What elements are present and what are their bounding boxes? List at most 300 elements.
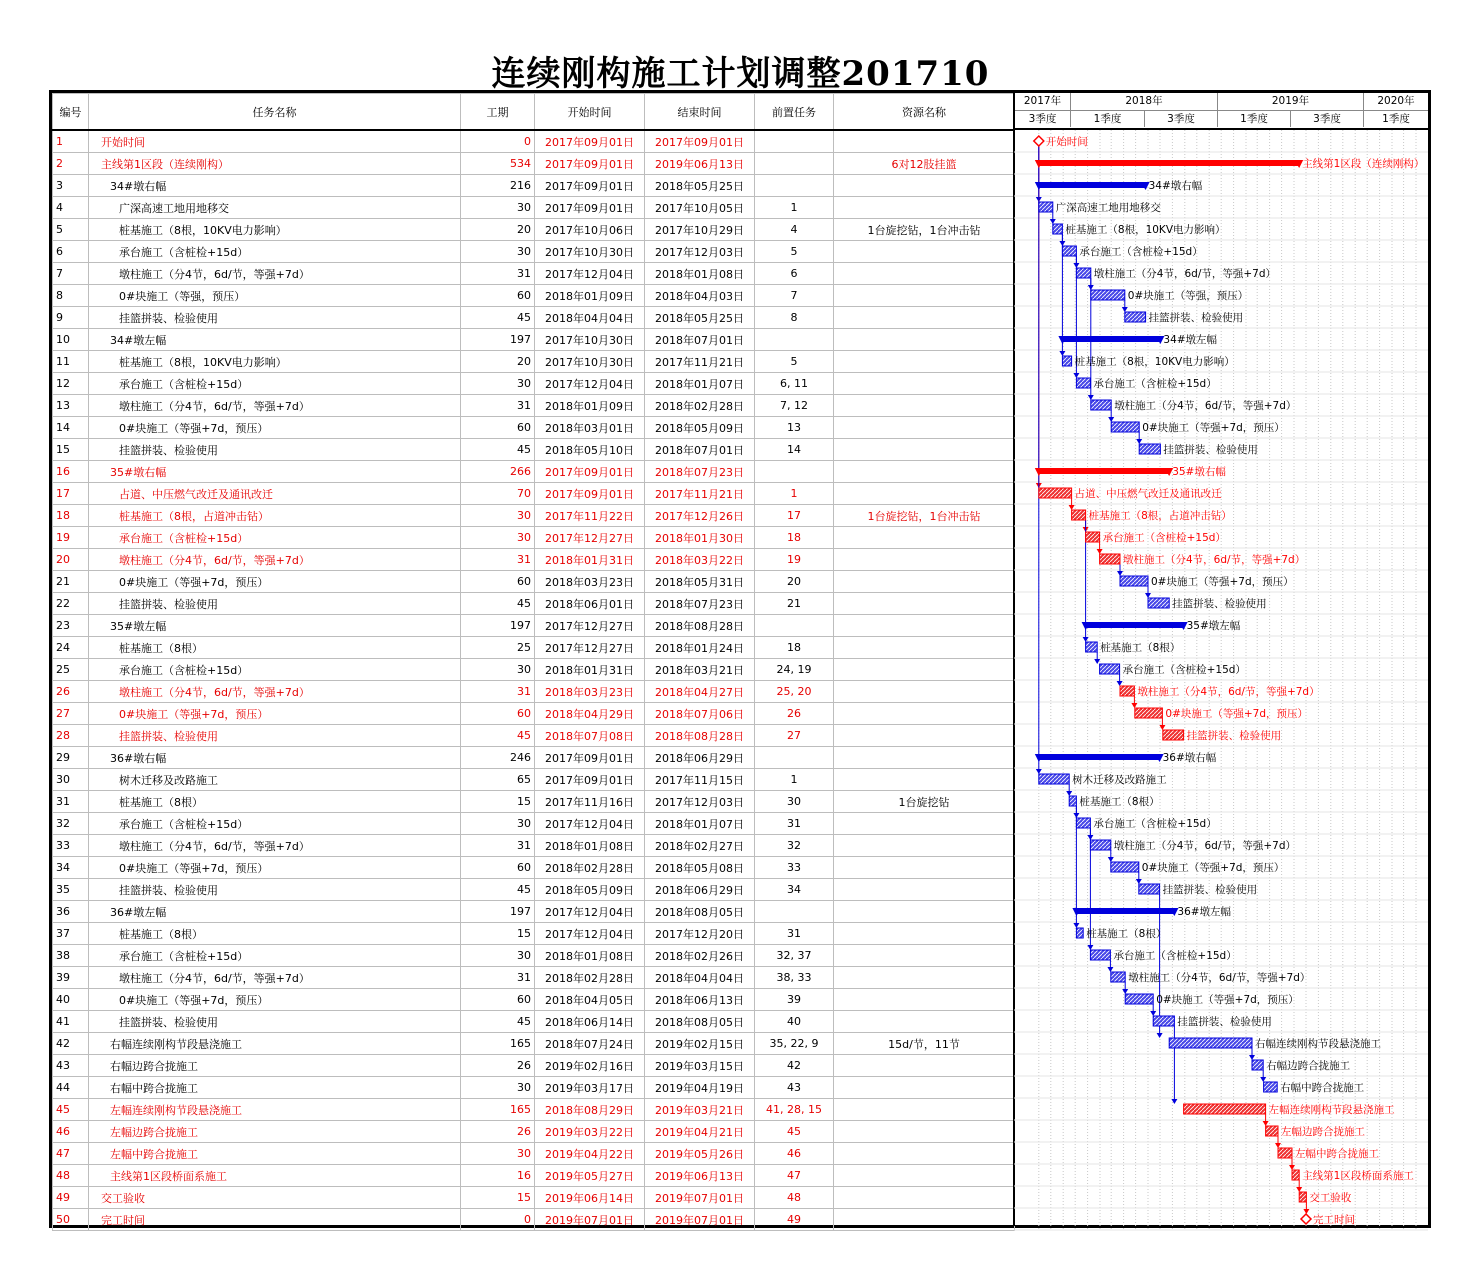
column-header-duration[interactable]: 工期 — [461, 94, 535, 131]
cell-task-name: 挂篮拼装、检验使用 — [89, 307, 461, 329]
cell-task-name: 完工时间 — [89, 1209, 461, 1231]
cell-id: 7 — [53, 263, 89, 285]
cell-task-name: 挂篮拼装、检验使用 — [89, 725, 461, 747]
cell-task-name: 主线第1区段（连续刚构） — [89, 153, 461, 175]
cell-end: 2018年03月21日 — [645, 659, 755, 681]
table-row[interactable] — [53, 329, 1015, 351]
cell-duration: 30 — [461, 659, 535, 681]
table-row[interactable] — [53, 417, 1015, 439]
cell-end: 2018年01月30日 — [645, 527, 755, 549]
column-header-id[interactable]: 编号 — [53, 94, 89, 131]
cell-duration: 60 — [461, 285, 535, 307]
table-row[interactable] — [53, 681, 1015, 703]
dependency-arrow — [1094, 659, 1100, 664]
table-row[interactable] — [53, 747, 1015, 769]
cell-resource — [834, 725, 1015, 747]
cell-task-name: 墩柱施工（分4节，6d/节，等强+7d） — [89, 395, 461, 417]
cell-duration: 197 — [461, 329, 535, 351]
cell-start: 2017年09月01日 — [535, 197, 645, 219]
table-row[interactable] — [53, 263, 1015, 285]
cell-task-name: 左幅中跨合拢施工 — [89, 1143, 461, 1165]
task-bar-label: 墩柱施工（分4节，6d/节，等强+7d） — [1093, 268, 1277, 280]
cell-predecessor: 1 — [755, 769, 834, 791]
dependency-arrow — [1108, 857, 1114, 862]
dependency-arrow — [1157, 1033, 1163, 1038]
timeline-quarter: 3季度 — [1144, 110, 1217, 127]
task-bar — [1086, 532, 1100, 542]
cell-end: 2019年04月21日 — [645, 1121, 755, 1143]
task-bar — [1076, 378, 1090, 388]
cell-resource — [834, 945, 1015, 967]
table-row[interactable] — [53, 791, 1015, 813]
cell-resource — [834, 329, 1015, 351]
cell-predecessor: 5 — [755, 351, 834, 373]
task-bar — [1100, 554, 1120, 564]
table-row[interactable] — [53, 1011, 1015, 1033]
cell-resource — [834, 1187, 1015, 1209]
dependency-arrow — [1073, 373, 1079, 378]
cell-resource — [834, 593, 1015, 615]
table-row[interactable] — [53, 549, 1015, 571]
table-row[interactable] — [53, 1055, 1015, 1077]
table-row[interactable] — [53, 769, 1015, 791]
table-row[interactable] — [53, 659, 1015, 681]
dependency-arrow — [1263, 1121, 1269, 1126]
task-bar-label: 0#块施工（等强+7d，预压） — [1165, 708, 1309, 720]
dependency-arrow — [1117, 571, 1123, 576]
task-bar-label: 树木迁移及改路施工 — [1072, 774, 1167, 786]
cell-id: 47 — [53, 1143, 89, 1165]
cell-id: 12 — [53, 373, 89, 395]
task-bar-label: 主线第1区段（连续刚构） — [1302, 158, 1425, 170]
table-row[interactable] — [53, 879, 1015, 901]
cell-resource — [834, 703, 1015, 725]
cell-start: 2019年03月17日 — [535, 1077, 645, 1099]
cell-resource: 15d/节，11节 — [834, 1033, 1015, 1055]
table-row[interactable] — [53, 241, 1015, 263]
dependency-arrow — [1260, 1077, 1266, 1082]
summary-bar — [1086, 622, 1184, 628]
cell-id: 41 — [53, 1011, 89, 1033]
cell-task-name: 挂篮拼装、检验使用 — [89, 1011, 461, 1033]
cell-task-name: 占道、中压燃气改迁及通讯改迁 — [89, 483, 461, 505]
cell-duration: 26 — [461, 1121, 535, 1143]
cell-predecessor — [755, 615, 834, 637]
cell-resource — [834, 681, 1015, 703]
cell-duration: 65 — [461, 769, 535, 791]
cell-start: 2017年09月01日 — [535, 747, 645, 769]
cell-predecessor: 5 — [755, 241, 834, 263]
cell-start: 2017年10月30日 — [535, 329, 645, 351]
task-bar — [1125, 312, 1146, 322]
table-row[interactable] — [53, 439, 1015, 461]
cell-end: 2018年05月25日 — [645, 175, 755, 197]
timeline-quarter: 3季度 — [1014, 110, 1070, 127]
cell-predecessor: 39 — [755, 989, 834, 1011]
cell-id: 30 — [53, 769, 89, 791]
cell-end: 2018年01月07日 — [645, 813, 755, 835]
cell-id: 33 — [53, 835, 89, 857]
cell-start: 2018年02月28日 — [535, 967, 645, 989]
cell-end: 2018年02月27日 — [645, 835, 755, 857]
cell-duration: 60 — [461, 857, 535, 879]
cell-start: 2019年02月16日 — [535, 1055, 645, 1077]
timeline-quarter: 1季度 — [1070, 110, 1144, 127]
column-header-name[interactable]: 任务名称 — [89, 94, 461, 131]
cell-id: 35 — [53, 879, 89, 901]
cell-duration: 30 — [461, 945, 535, 967]
table-row[interactable] — [53, 703, 1015, 725]
timeline-year-2017: 2017年 — [1014, 93, 1070, 110]
cell-predecessor: 35, 22, 9 — [755, 1033, 834, 1055]
cell-task-name: 墩柱施工（分4节，6d/节，等强+7d） — [89, 263, 461, 285]
task-bar — [1076, 928, 1083, 938]
table-row[interactable] — [53, 373, 1015, 395]
timeline-year-2020: 2020年 — [1363, 93, 1428, 110]
cell-predecessor: 42 — [755, 1055, 834, 1077]
cell-duration: 45 — [461, 307, 535, 329]
task-bar-label: 主线第1区段桥面系施工 — [1302, 1170, 1414, 1182]
task-bar-label: 承台施工（含桩检+15d） — [1113, 950, 1237, 962]
cell-end: 2019年02月15日 — [645, 1033, 755, 1055]
cell-end: 2017年11月21日 — [645, 351, 755, 373]
column-header-resource[interactable]: 资源名称 — [834, 94, 1015, 131]
task-bar-label: 挂篮拼装、检验使用 — [1148, 312, 1244, 324]
cell-start: 2017年12月04日 — [535, 923, 645, 945]
task-bar-label: 34#墩右幅 — [1148, 180, 1203, 192]
cell-predecessor: 18 — [755, 637, 834, 659]
cell-resource — [834, 989, 1015, 1011]
table-row[interactable] — [53, 593, 1015, 615]
dependency-arrow — [1296, 1187, 1302, 1192]
cell-predecessor — [755, 153, 834, 175]
column-header-predecessor[interactable]: 前置任务 — [755, 94, 834, 131]
table-row[interactable] — [53, 571, 1015, 593]
milestone-marker — [1301, 1214, 1311, 1224]
task-bar-label: 35#墩左幅 — [1186, 620, 1241, 632]
task-bar — [1153, 1016, 1174, 1026]
cell-resource — [834, 241, 1015, 263]
cell-start: 2019年07月01日 — [535, 1209, 645, 1231]
cell-id: 25 — [53, 659, 89, 681]
table-row[interactable] — [53, 307, 1015, 329]
cell-resource — [834, 571, 1015, 593]
cell-duration: 31 — [461, 967, 535, 989]
table-row[interactable] — [53, 857, 1015, 879]
cell-end: 2018年05月31日 — [645, 571, 755, 593]
summary-bar — [1076, 908, 1174, 914]
cell-predecessor — [755, 901, 834, 923]
cell-duration: 45 — [461, 879, 535, 901]
table-row[interactable] — [53, 1143, 1015, 1165]
cell-task-name: 墩柱施工（分4节，6d/节，等强+7d） — [89, 549, 461, 571]
cell-end: 2018年04月04日 — [645, 967, 755, 989]
table-row[interactable] — [53, 835, 1015, 857]
gantt-chart — [1014, 130, 1428, 1230]
cell-predecessor: 41, 28, 15 — [755, 1099, 834, 1121]
cell-start: 2017年12月04日 — [535, 373, 645, 395]
cell-start: 2018年01月09日 — [535, 285, 645, 307]
task-bar-label: 桩基施工（8根） — [1086, 928, 1167, 940]
table-row[interactable] — [53, 219, 1015, 241]
cell-task-name: 桩基施工（8根，10KV电力影响） — [89, 219, 461, 241]
task-bar — [1090, 840, 1110, 850]
cell-predecessor: 18 — [755, 527, 834, 549]
task-bar — [1091, 290, 1125, 300]
table-row[interactable] — [53, 615, 1015, 637]
cell-predecessor: 40 — [755, 1011, 834, 1033]
cell-end: 2018年07月01日 — [645, 329, 755, 351]
cell-start: 2019年03月22日 — [535, 1121, 645, 1143]
cell-id: 5 — [53, 219, 89, 241]
cell-duration: 45 — [461, 593, 535, 615]
cell-predecessor: 31 — [755, 923, 834, 945]
cell-duration: 197 — [461, 615, 535, 637]
cell-task-name: 桩基施工（8根） — [89, 637, 461, 659]
dependency-arrow — [1145, 593, 1151, 598]
cell-resource — [834, 923, 1015, 945]
task-bar-label: 左幅连续刚构节段悬浇施工 — [1268, 1104, 1395, 1116]
table-row[interactable] — [53, 923, 1015, 945]
cell-duration: 45 — [461, 1011, 535, 1033]
cell-resource — [834, 637, 1015, 659]
table-row[interactable] — [53, 1033, 1015, 1055]
cell-predecessor: 24, 19 — [755, 659, 834, 681]
cell-start: 2018年04月04日 — [535, 307, 645, 329]
table-row[interactable] — [53, 1187, 1015, 1209]
cell-resource — [834, 1099, 1015, 1121]
dependency-arrow — [1275, 1143, 1281, 1148]
task-bar — [1072, 510, 1086, 520]
cell-duration: 30 — [461, 1077, 535, 1099]
cell-duration: 246 — [461, 747, 535, 769]
task-bar-label: 挂篮拼装、检验使用 — [1177, 1016, 1272, 1028]
cell-task-name: 挂篮拼装、检验使用 — [89, 879, 461, 901]
table-row[interactable] — [53, 483, 1015, 505]
cell-duration: 31 — [461, 681, 535, 703]
cell-predecessor: 43 — [755, 1077, 834, 1099]
table-row[interactable] — [53, 945, 1015, 967]
cell-task-name: 0#块施工（等强+7d，预压） — [89, 703, 461, 725]
cell-task-name: 桩基施工（8根，10KV电力影响） — [89, 351, 461, 373]
task-bar-label: 广深高速工地用地移交 — [1055, 202, 1161, 214]
cell-predecessor: 46 — [755, 1143, 834, 1165]
cell-predecessor: 6, 11 — [755, 373, 834, 395]
timeline-year-2019: 2019年 — [1217, 93, 1363, 110]
cell-end: 2019年07月01日 — [645, 1187, 755, 1209]
cell-resource: 1台旋挖钻，1台冲击钻 — [834, 219, 1015, 241]
task-bar-label: 墩柱施工（分4节，6d/节，等强+7d） — [1114, 400, 1297, 412]
cell-start: 2017年09月01日 — [535, 153, 645, 175]
cell-end: 2017年12月20日 — [645, 923, 755, 945]
cell-predecessor — [755, 175, 834, 197]
page-title: 连续刚构施工计划调整201710 — [491, 54, 990, 94]
task-bar — [1184, 1104, 1266, 1114]
table-row[interactable] — [53, 1077, 1015, 1099]
cell-predecessor: 32, 37 — [755, 945, 834, 967]
cell-start: 2018年04月05日 — [535, 989, 645, 1011]
cell-predecessor: 26 — [755, 703, 834, 725]
cell-resource: 1台旋挖钻 — [834, 791, 1015, 813]
cell-id: 8 — [53, 285, 89, 307]
table-row[interactable] — [53, 175, 1015, 197]
cell-predecessor — [755, 329, 834, 351]
cell-predecessor: 32 — [755, 835, 834, 857]
cell-start: 2017年10月30日 — [535, 351, 645, 373]
cell-end: 2018年05月25日 — [645, 307, 755, 329]
cell-id: 6 — [53, 241, 89, 263]
table-row[interactable] — [53, 130, 1015, 153]
task-bar — [1039, 774, 1069, 784]
cell-id: 4 — [53, 197, 89, 219]
task-bar — [1139, 444, 1160, 454]
cell-predecessor: 27 — [755, 725, 834, 747]
table-row[interactable] — [53, 813, 1015, 835]
table-row[interactable] — [53, 989, 1015, 1011]
cell-id: 28 — [53, 725, 89, 747]
cell-task-name: 广深高速工地用地移交 — [89, 197, 461, 219]
cell-id: 34 — [53, 857, 89, 879]
table-row[interactable] — [53, 1165, 1015, 1187]
cell-id: 21 — [53, 571, 89, 593]
cell-task-name: 右幅边跨合拢施工 — [89, 1055, 461, 1077]
cell-resource — [834, 857, 1015, 879]
cell-predecessor: 20 — [755, 571, 834, 593]
table-row[interactable] — [53, 1121, 1015, 1143]
cell-resource — [834, 395, 1015, 417]
task-bar-label: 右幅边跨合拢施工 — [1266, 1060, 1351, 1072]
cell-duration: 30 — [461, 241, 535, 263]
cell-duration: 45 — [461, 439, 535, 461]
task-bar — [1090, 950, 1110, 960]
task-bar — [1076, 818, 1090, 828]
cell-predecessor: 4 — [755, 219, 834, 241]
task-bar-label: 右幅连续刚构节段悬浇施工 — [1255, 1038, 1381, 1050]
cell-end: 2019年07月01日 — [645, 1209, 755, 1231]
table-row[interactable] — [53, 527, 1015, 549]
table-row[interactable] — [53, 1099, 1015, 1121]
dependency-arrow — [1069, 505, 1075, 510]
summary-bar — [1039, 182, 1146, 188]
cell-task-name: 承台施工（含桩检+15d） — [89, 241, 461, 263]
cell-id: 18 — [53, 505, 89, 527]
cell-resource — [834, 769, 1015, 791]
column-header-start[interactable]: 开始时间 — [535, 94, 645, 131]
task-bar — [1292, 1170, 1299, 1180]
table-row[interactable] — [53, 351, 1015, 373]
cell-start: 2018年04月29日 — [535, 703, 645, 725]
summary-bar — [1039, 754, 1160, 760]
table-row[interactable] — [53, 395, 1015, 417]
cell-start: 2018年01月08日 — [535, 945, 645, 967]
cell-id: 27 — [53, 703, 89, 725]
cell-duration: 60 — [461, 417, 535, 439]
timeline-quarter: 1季度 — [1363, 110, 1428, 127]
cell-predecessor — [755, 130, 834, 153]
task-bar-label: 桩基施工（8根，占道冲击钻） — [1088, 510, 1232, 522]
dependency-arrow — [1171, 1099, 1177, 1104]
table-row[interactable] — [53, 461, 1015, 483]
cell-start: 2018年05月09日 — [535, 879, 645, 901]
cell-task-name: 0#块施工（等强+7d，预压） — [89, 857, 461, 879]
task-bar-label: 左幅边跨合拢施工 — [1281, 1126, 1365, 1138]
dependency-arrow — [1131, 703, 1137, 708]
column-header-end[interactable]: 结束时间 — [645, 94, 755, 131]
cell-resource — [834, 351, 1015, 373]
cell-duration: 16 — [461, 1165, 535, 1187]
dependency-arrow — [1150, 1011, 1156, 1016]
cell-resource — [834, 659, 1015, 681]
table-row[interactable] — [53, 967, 1015, 989]
cell-id: 22 — [53, 593, 89, 615]
dependency-arrow — [1108, 417, 1114, 422]
cell-resource — [834, 549, 1015, 571]
cell-predecessor: 1 — [755, 483, 834, 505]
cell-end: 2019年06月13日 — [645, 153, 755, 175]
cell-duration: 20 — [461, 219, 535, 241]
cell-duration: 31 — [461, 835, 535, 857]
cell-resource — [834, 483, 1015, 505]
cell-predecessor: 7, 12 — [755, 395, 834, 417]
cell-id: 2 — [53, 153, 89, 175]
cell-resource — [834, 263, 1015, 285]
cell-id: 16 — [53, 461, 89, 483]
dependency-arrow — [1073, 923, 1079, 928]
cell-id: 42 — [53, 1033, 89, 1055]
table-row[interactable] — [53, 725, 1015, 747]
cell-start: 2018年05月10日 — [535, 439, 645, 461]
cell-start: 2017年12月27日 — [535, 527, 645, 549]
cell-id: 29 — [53, 747, 89, 769]
cell-task-name: 左幅连续刚构节段悬浇施工 — [89, 1099, 461, 1121]
cell-predecessor: 33 — [755, 857, 834, 879]
cell-task-name: 树木迁移及改路施工 — [89, 769, 461, 791]
table-row[interactable] — [53, 505, 1015, 527]
task-bar-label: 0#块施工（等强，预压） — [1127, 290, 1249, 302]
dependency-arrow — [1289, 1165, 1295, 1170]
table-row[interactable] — [53, 1209, 1015, 1231]
task-bar-label: 右幅中跨合拢施工 — [1280, 1082, 1365, 1094]
dependency-arrow — [1036, 769, 1042, 774]
task-bar — [1100, 664, 1120, 674]
table-row[interactable] — [53, 637, 1015, 659]
cell-task-name: 右幅连续刚构节段悬浇施工 — [89, 1033, 461, 1055]
cell-id: 37 — [53, 923, 89, 945]
table-row[interactable] — [53, 153, 1015, 175]
task-bar-label: 挂篮拼装、检验使用 — [1163, 444, 1258, 456]
table-row[interactable] — [53, 901, 1015, 923]
table-row[interactable] — [53, 197, 1015, 219]
task-bar — [1111, 422, 1139, 432]
task-bar-label: 开始时间 — [1045, 136, 1088, 148]
cell-resource — [834, 175, 1015, 197]
summary-bar — [1039, 468, 1169, 474]
cell-duration: 30 — [461, 527, 535, 549]
table-row[interactable] — [53, 285, 1015, 307]
cell-id: 31 — [53, 791, 89, 813]
cell-task-name: 墩柱施工（分4节，6d/节，等强+7d） — [89, 681, 461, 703]
cell-id: 44 — [53, 1077, 89, 1099]
dependency-arrow — [1117, 681, 1123, 686]
cell-end: 2018年05月09日 — [645, 417, 755, 439]
cell-start: 2019年04月22日 — [535, 1143, 645, 1165]
cell-predecessor: 8 — [755, 307, 834, 329]
cell-end: 2017年11月15日 — [645, 769, 755, 791]
cell-task-name: 桩基施工（8根） — [89, 791, 461, 813]
cell-start: 2017年09月01日 — [535, 175, 645, 197]
task-bar-label: 挂篮拼装、检验使用 — [1172, 598, 1267, 610]
cell-resource — [834, 197, 1015, 219]
